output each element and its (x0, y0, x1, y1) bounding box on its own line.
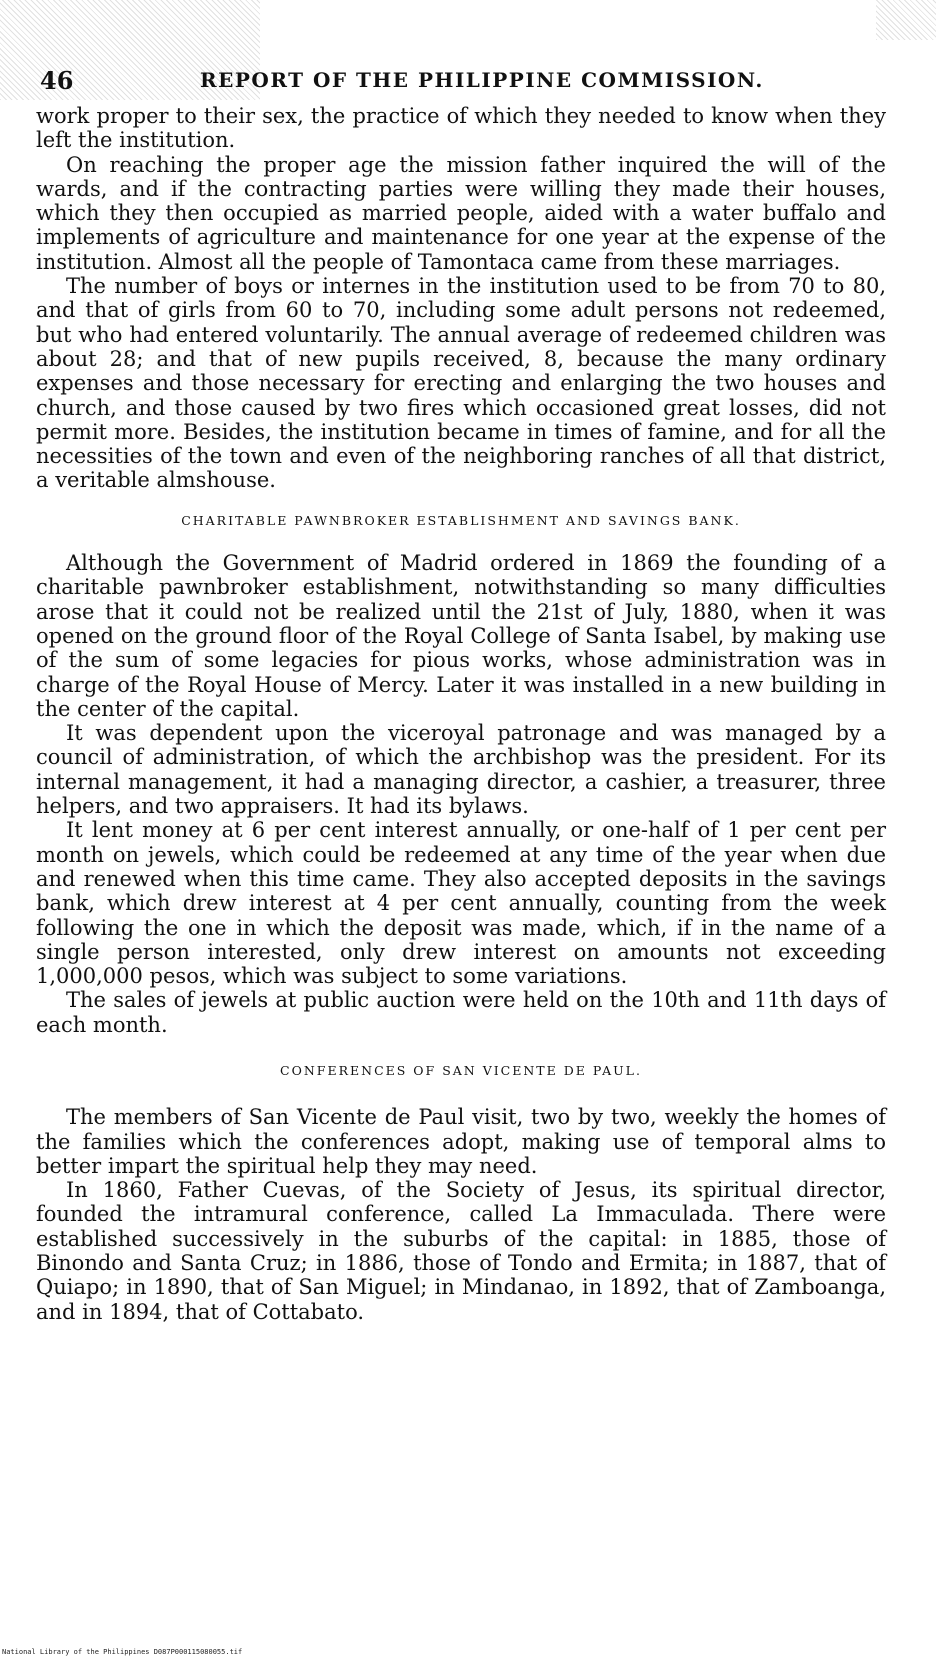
paragraph: It lent money at 6 per cent interest annually, or one-half of 1 per cent per month on jewels, which could be redeemed at any time of the year when due and renewed when this time came. They also accepted deposits in the savings bank, which drew interest at 4 per cent annually, counting from the week following the one in which the deposit was made, which, if in the name of a single person interested, only drew interest on amounts not exceeding 1,000,000 pesos, which was subject to some variations. (36, 818, 886, 989)
page-header (40, 66, 900, 96)
section-heading-conferences: CONFERENCES OF SAN VICENTE DE PAUL. (280, 1062, 642, 1078)
body-text (36, 104, 886, 1324)
section-heading-pawnbroker: CHARITABLE PAWNBROKER ESTABLISHMENT AND SAVINGS BANK. (181, 512, 741, 528)
source-footer: National Library of the Philippines D087P000115080055.tif (2, 1648, 243, 1656)
paragraph: In 1860, Father Cuevas, of the Society of Jesus, its spiritual director, founded the intramural conference, called La Immaculada. There were established successively in the suburbs of the capital: in 1885, those of Binondo and Santa Cruz; in 1886, those of Tondo and Ermita; in 1887, that of Quiapo; in 1890, that of San Miguel; in Mindanao, in 1892, that of Zamboanga, and in 1894, that of Cottabato. (36, 1178, 886, 1324)
paragraph: Although the Government of Madrid ordered in 1869 the founding of a charitable pawnbroker establishment, notwithstanding so many difficulties arose that it could not be realized until the 21st of July, 1880, when it was opened on the ground floor of the Royal College of Santa Isabel, by making use of the sum of some legacies for pious works, whose administration was in charge of the Royal House of Mercy. Later it was installed in a new building in the center of the capital. (36, 551, 886, 721)
running-head: REPORT OF THE PHILIPPINE COMMISSION. (200, 68, 764, 92)
paragraph: The sales of jewels at public auction were held on the 10th and 11th days of each month. (36, 988, 886, 1037)
page-number: 46 (40, 66, 74, 95)
paragraph: It was dependent upon the viceroyal patronage and was managed by a council of administration, of which the archbishop was the president. For its internal management, it had a managing director, a cashier, a treasurer, three helpers, and two appraisers. It had its bylaws. (36, 721, 886, 819)
paragraph: The members of San Vicente de Paul visit, two by two, weekly the homes of the families which the conferences adopt, making use of temporal alms to better impart the spiritual help they may need. (36, 1105, 886, 1178)
paragraph: work proper to their sex, the practice of which they needed to know when they left the institution. (36, 104, 886, 153)
paragraph: On reaching the proper age the mission father inquired the will of the wards, and if the contracting parties were willing they made their houses, which they then occupied as married people, aided with a water buffalo and implements of agriculture and maintenance for one year at the expense of the institution. Almost all the people of Tamontaca came from these marriages. (36, 152, 886, 274)
scan-noise-top-right (876, 0, 936, 40)
paragraph: The number of boys or internes in the institution used to be from 70 to 80, and that of girls from 60 to 70, including some adult persons not redeemed, but who had entered voluntarily. The annual average of redeemed children was about 28; and that of new pupils received, 8, because the many ordinary expenses and those necessary for erecting and enlarging the two houses and church, and those caused by two fires which occasioned great losses, did not permit more. Besides, the institution became in times of famine, and for all the necessities of the town and even of the neighboring ranches of all that district, a veritable almshouse. (36, 274, 886, 493)
